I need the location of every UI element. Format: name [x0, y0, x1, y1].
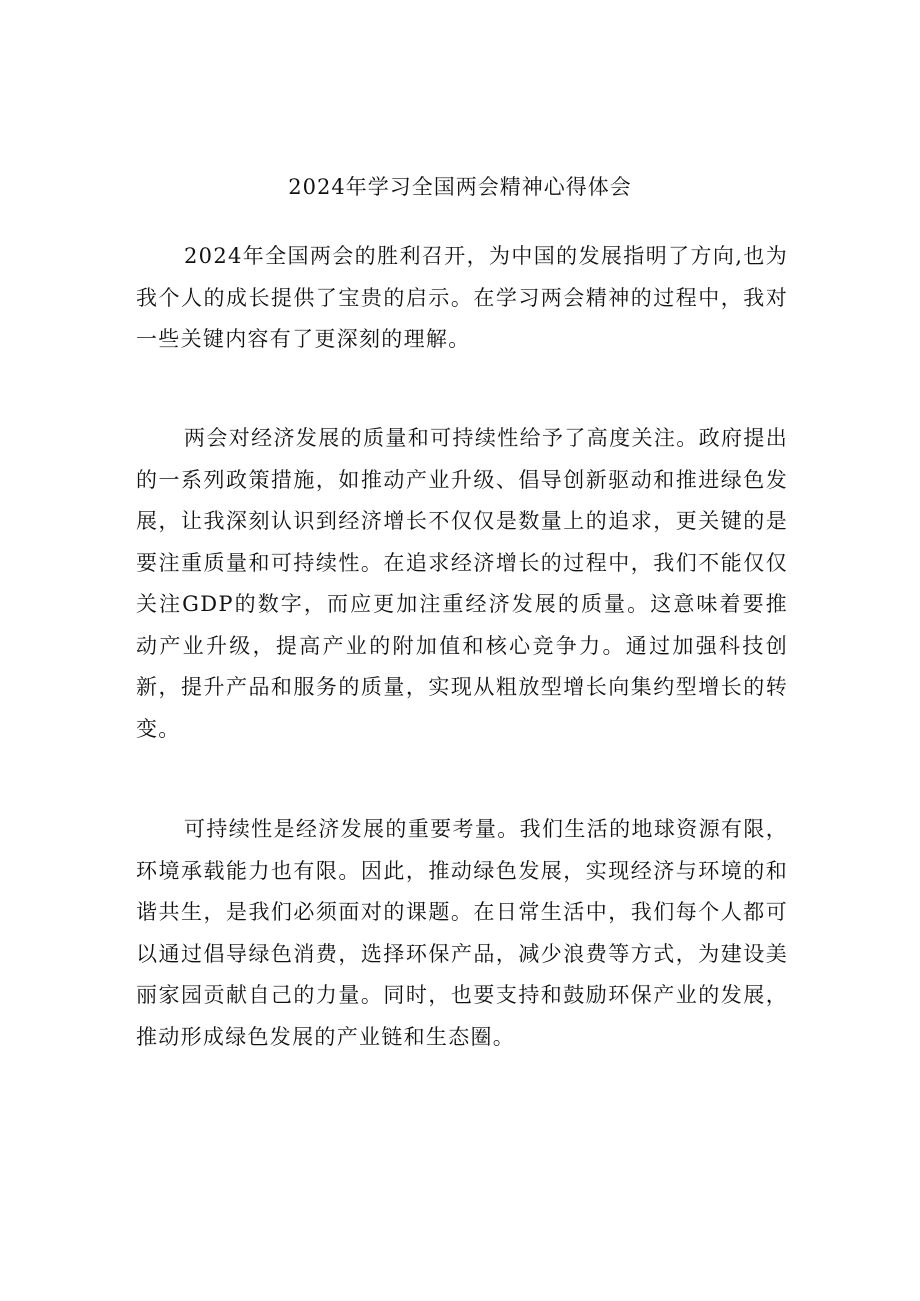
paragraph-intro: 2024年全国两会的胜利召开，为中国的发展指明了方向,也为我个人的成长提供了宝贵的启示。在学习两会精神的过程中，我对一些关键内容有了更深刻的理解。: [136, 244, 788, 351]
paragraph-economic-quality: 两会对经济发展的质量和可持续性给予了高度关注。政府提出的一系列政策措施，如推动产业升级、倡导创新驱动和推进绿色发展，让我深刻认识到经济增长不仅仅是数量上的追求，更关键的是要注重质量和可持续性。在追求经济增长的过程中，我们不能仅仅关注GDP的数字，而应更加注重经济发展的质量。这意味着要推动产业升级，提高产业的附加值和核心竞争力。通过加强科技创新，提升产品和服务的质量，实现从粗放型增长向集约型增长的转变。: [136, 426, 788, 741]
document-title: 2024年学习全国两会精神心得体会: [288, 175, 632, 199]
paragraph-sustainability: 可持续性是经济发展的重要考量。我们生活的地球资源有限，环境承载能力也有限。因此，推动绿色发展，实现经济与环境的和谐共生，是我们必须面对的课题。在日常生活中，我们每个人都可以通过倡导绿色消费，选择环保产品，减少浪费等方式，为建设美丽家园贡献自己的力量。同时，也要支持和鼓励环保产业的发展，推动形成绿色发展的产业链和生态圈。: [136, 817, 788, 1049]
